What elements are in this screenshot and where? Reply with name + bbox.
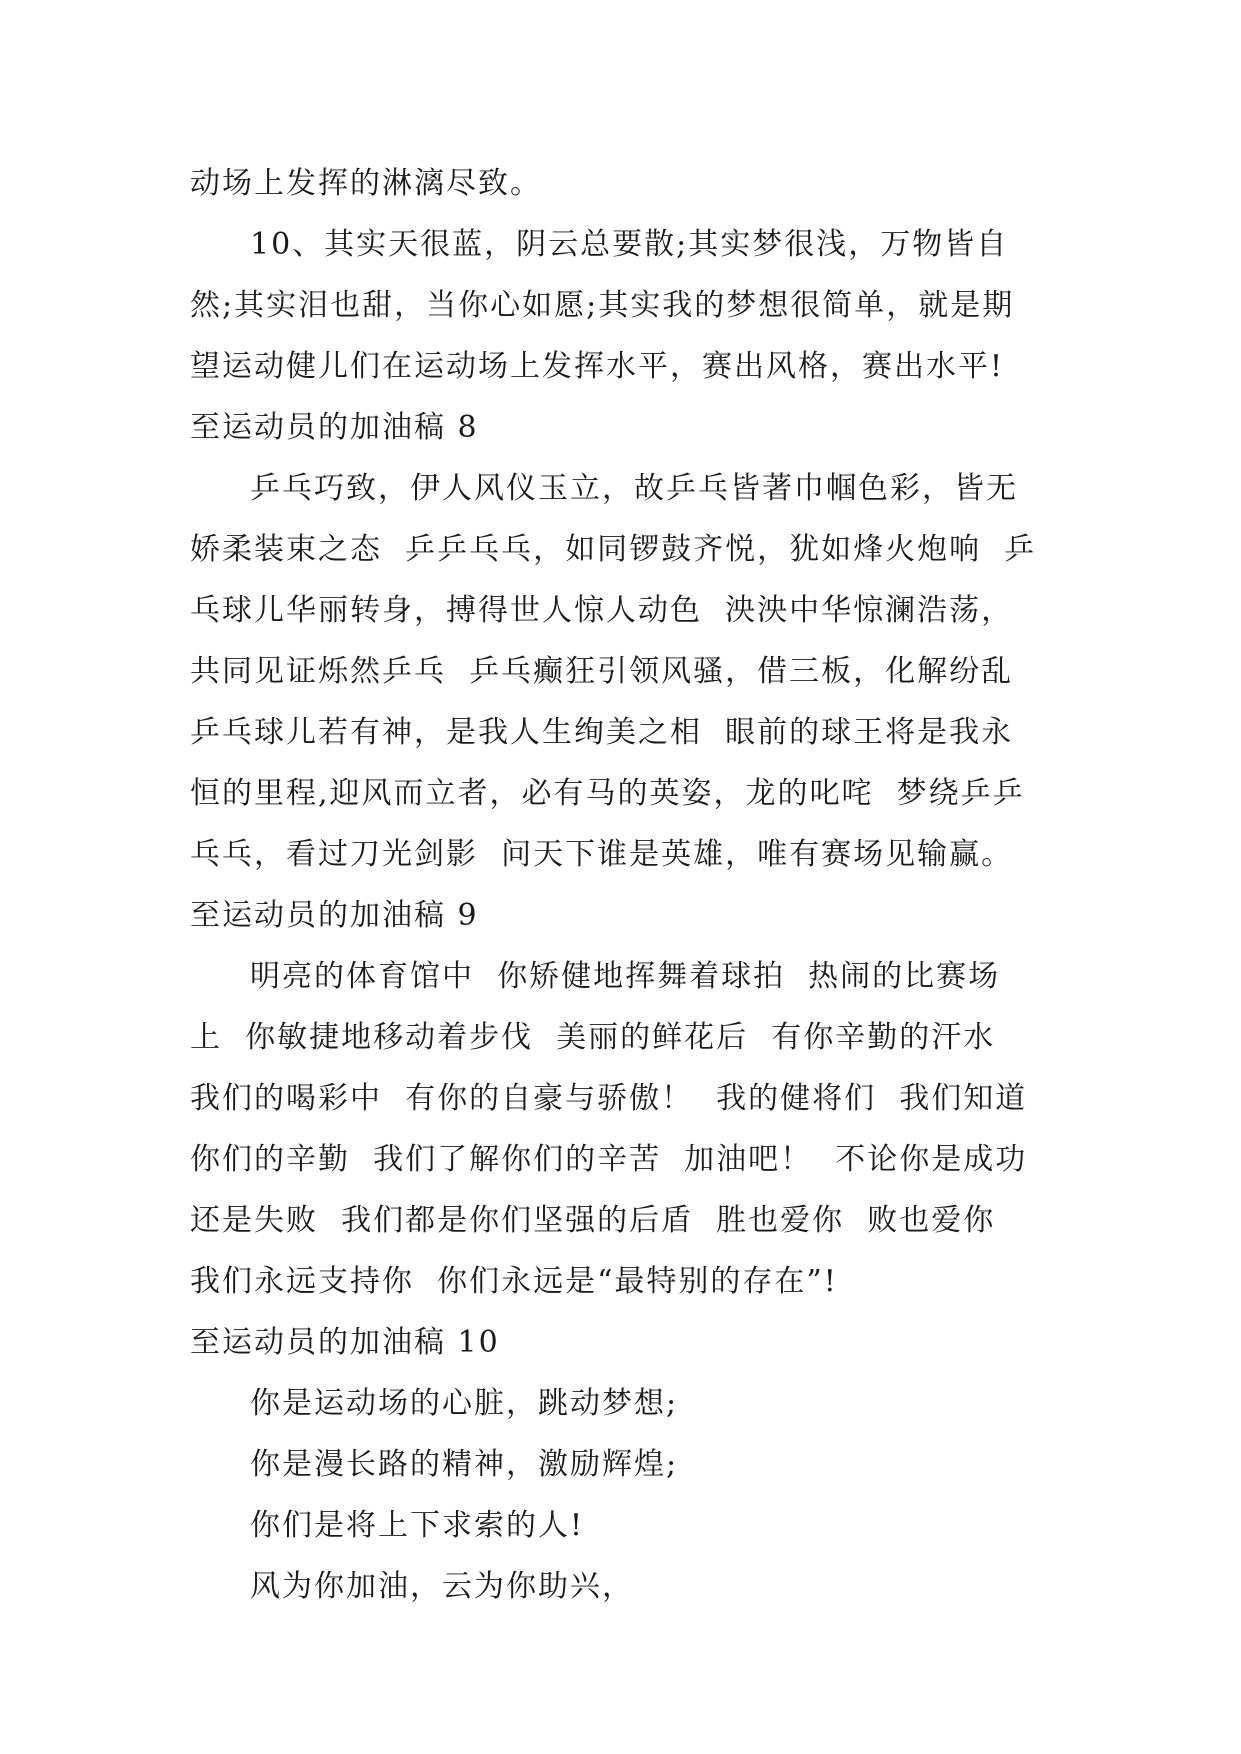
text-line: 望运动健儿们在运动场上发挥水平，赛出风格，赛出水平! xyxy=(190,349,1005,384)
text-line: 乒乓巧致，伊人风仪玉立，故乒乓皆著巾帼色彩，皆无 xyxy=(250,471,1018,506)
text-line: 你们是将上下求索的人! xyxy=(250,1508,585,1543)
section-heading: 至运动员的加油稿 9 xyxy=(190,898,479,933)
text-line: 恒的里程,迎风而立者，必有马的英姿，龙的叱咤 梦绕乒乒 xyxy=(190,776,1025,811)
text-line: 你们的辛勤 我们了解你们的辛苦 加油吧！ 不论你是成功 xyxy=(190,1142,1028,1177)
text-line: 我们永远支持你 你们永远是“最特别的存在”! xyxy=(190,1264,838,1299)
section-heading: 至运动员的加油稿 8 xyxy=(190,410,479,445)
text-line: 然;其实泪也甜，当你心如愿;其实我的梦想很简单，就是期 xyxy=(190,288,1015,323)
text-line: 还是失败 我们都是你们坚强的后盾 胜也爱你 败也爱你 xyxy=(190,1203,996,1238)
text-line: 我们的喝彩中 有你的自豪与骄傲！ 我的健将们 我们知道 xyxy=(190,1081,1028,1116)
text-line: 乒乓球儿若有神，是我人生绚美之相 眼前的球王将是我永 xyxy=(190,715,1014,750)
text-line: 你是运动场的心脏，跳动梦想; xyxy=(250,1386,679,1421)
document-body xyxy=(190,153,1060,1617)
text-line: 娇柔装束之态 乒乒乓乓，如同锣鼓齐悦，犹如烽火炮响 乒 xyxy=(190,532,1037,567)
text-line: 风为你加油，云为你助兴， xyxy=(250,1569,634,1604)
text-line: 乓乓，看过刀光剑影 问天下谁是英雄，唯有赛场见输赢。 xyxy=(190,837,1014,872)
text-line: 明亮的体育馆中 你矫健地挥舞着球拍 热闹的比赛场 xyxy=(250,959,1001,994)
section-heading: 至运动员的加油稿 10 xyxy=(190,1325,500,1360)
text-line: 你是漫长路的精神，激励辉煌; xyxy=(250,1447,679,1482)
text-line: 10、其实天很蓝，阴云总要散;其实梦很浅，万物皆自 xyxy=(250,227,1009,262)
text-line: 动场上发挥的淋漓尽致。 xyxy=(190,166,542,201)
text-line: 上 你敏捷地移动着步伐 美丽的鲜花后 有你辛勤的汗水 xyxy=(190,1020,996,1055)
text-line: 共同见证烁然乒乓 乒乓癫狂引领风骚，借三板，化解纷乱 xyxy=(190,654,1014,689)
text-line: 乓球儿华丽转身，搏得世人惊人动色 泱泱中华惊澜浩荡， xyxy=(190,593,1014,628)
